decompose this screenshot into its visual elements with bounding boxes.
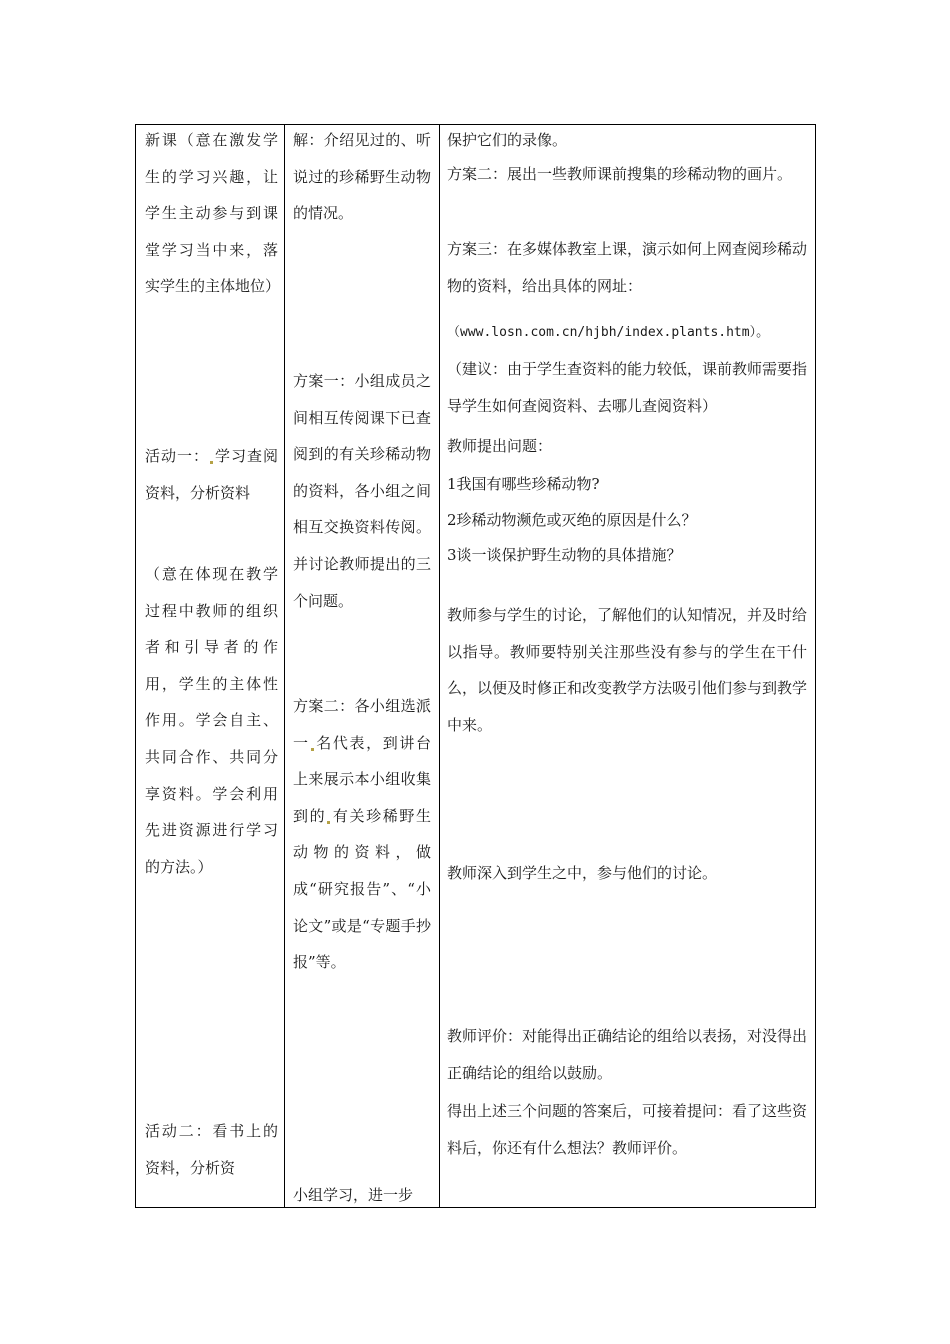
lesson-intro-purpose: 新课（意在激发学生的学习兴趣，让学生主动参与到课堂学习当中来，落实学生的主体地位）: [145, 131, 281, 296]
plan2-text-b: 名代表，到讲台上来展示本小组收集到的: [293, 733, 431, 825]
lesson-plan-table: [135, 124, 816, 1208]
question-2: 2珍稀动物濒危或灭绝的原因是什么？: [447, 511, 697, 529]
activity1-text: 学习查阅资料，分析资料: [145, 447, 278, 502]
column-divider: [284, 125, 285, 1207]
mark-dot: [311, 748, 314, 751]
student-plan-one: 方案一：小组成员之间相互传阅课下已查阅到的有关珍稀动物的资料，各小组之间相互交换资料传阅。并讨论教师提出的三个问题。: [293, 372, 431, 610]
question-3: 3谈一谈保护野生动物的具体措施？: [447, 546, 682, 564]
teaching-suggestion: （建议：由于学生查资料的能力较低，课前教师需要指导学生如何查阅资料、去哪儿查阅资料）: [447, 360, 808, 415]
resource-url: （www.losn.com.cn/hjbh/index.plants.htm）。: [447, 325, 770, 340]
teacher-plan-three: 方案三：在多媒体教室上课，演示如何上网查阅珍稀动物的资料，给出具体的网址：: [447, 240, 808, 295]
plan2-text-a: 方案二：各小组选派一: [293, 697, 431, 752]
video-line: 保护它们的录像。: [447, 131, 568, 149]
student-intro-activity: 解：介绍见过的、听说过的珍稀野生动物的情况。: [293, 131, 431, 223]
group-study-text: 小组学习，进一步: [293, 1186, 414, 1204]
mark-dot: [210, 461, 213, 464]
follow-up-question: 得出上述三个问题的答案后，可接着提问：看了这些资料后，你还有什么想法？教师评价。: [447, 1102, 808, 1157]
teacher-participation: 教师参与学生的讨论，了解他们的认知情况，并及时给以指导。教师要特别关注那些没有参与的学生在干什么，以便及时修正和改变教学方法吸引他们参与到教学中来。: [447, 606, 808, 734]
question-1: 1我国有哪些珍稀动物?: [447, 475, 600, 493]
student-plan-two: [293, 688, 431, 981]
teacher-joins-discussion: 教师深入到学生之中，参与他们的讨论。: [447, 864, 718, 882]
activity1-purpose: （意在体现在教学过程中教师的组织者和引导者的作用，学生的主体性作用。学会自主、共同合作、共同分享资料。学会利用先进资源进行学习的方法。）: [145, 565, 278, 876]
column-divider: [439, 125, 440, 1207]
activity1-label: 活动一：: [145, 447, 209, 465]
activity2-title: 活动二：看书上的资料，分析资: [145, 1122, 278, 1177]
plan2-text-c: 有关珍稀野生动物的资料，做成“研究报告”、“小论文”或是“专题手抄报”等。: [293, 806, 431, 972]
teacher-plan-two: 方案二：展出一些教师课前搜集的珍稀动物的画片。: [447, 165, 793, 183]
questions-intro: 教师提出问题：: [447, 437, 553, 455]
mark-dot: [327, 821, 330, 824]
activity1-title: [145, 438, 278, 511]
teacher-evaluation: 教师评价：对能得出正确结论的组给以表扬，对没得出正确结论的组给以鼓励。: [447, 1027, 808, 1082]
